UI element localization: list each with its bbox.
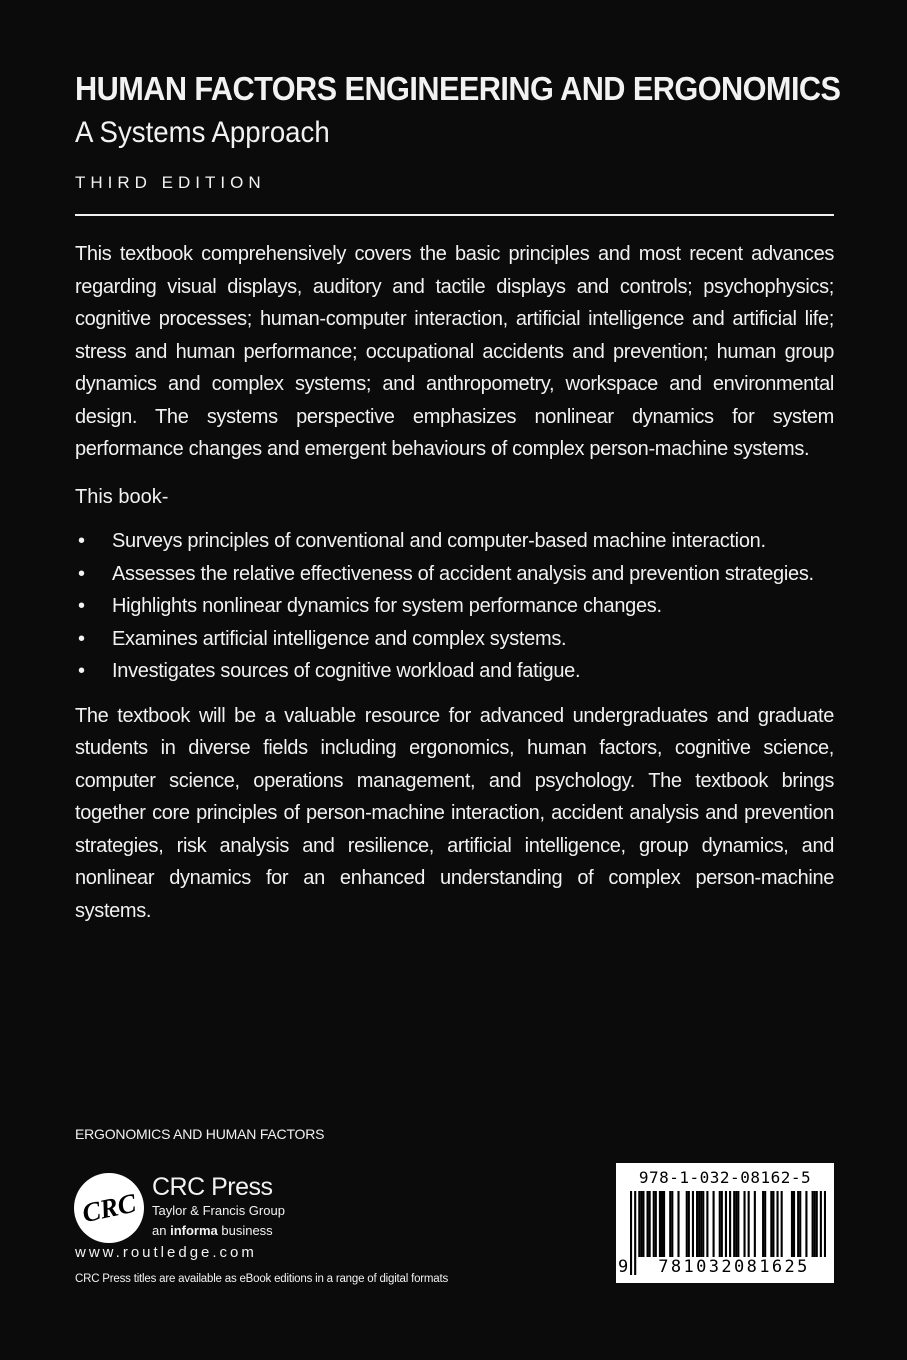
ebook-note: CRC Press titles are available as eBook editions in a range of digital formats [75,1273,449,1285]
barcode-bar [649,1191,651,1257]
list-item [75,623,834,656]
barcode-bar [812,1191,814,1257]
barcode-bar [663,1191,665,1257]
website-link[interactable]: www.routledge.com [75,1244,257,1261]
barcode-bar [659,1191,661,1257]
list-item-text: Investigates sources of cognitive workload and fatigue. [112,660,581,682]
publisher-group: Taylor & Francis Group [152,1203,285,1218]
barcode-bar [799,1191,801,1257]
barcode-bar [805,1191,807,1257]
barcode-bar [677,1191,679,1257]
barcode-bar [638,1191,640,1257]
barcode-bar [791,1191,793,1257]
bullet-icon: • [78,595,85,617]
barcode-bar [653,1191,655,1257]
bullet-icon: • [78,530,85,552]
barcode-bar [692,1191,694,1257]
book-title: HUMAN FACTORS ENGINEERING AND ERGONOMICS [75,70,841,107]
barcode-bar [647,1191,649,1257]
description-paragraph-1: This textbook comprehensively covers the basic principles and most recent advances regarding visual displays, auditory and tactile displays and controls; psychophysics; cognitive processes; human-computer interaction, artificial intelligence and artificial life; stress and human performance; occupational accidents and prevention; human group dynamics and complex systems; and anthropometry, workspace and environmental design. The systems perspective emphasizes nonlinear dynamics for system performance changes and emergent behaviours of complex person-machine systems. [75,243,834,460]
edition-label: THIRD EDITION [75,173,266,192]
barcode-bar [642,1191,644,1257]
barcode-bar [719,1191,721,1257]
book-subtitle: A Systems Approach [75,116,330,149]
barcode-bar [814,1191,816,1257]
logo-text: CRC [79,1187,139,1229]
barcode-bar [735,1191,737,1257]
barcode-bar [770,1191,772,1257]
list-item-text: Surveys principles of conventional and computer-based machine interaction. [112,530,766,552]
bullet-icon: • [78,627,85,650]
barcode-digits [616,1257,834,1279]
barcode-bar [696,1191,698,1257]
feature-list [75,525,834,688]
isbn-text: 978-1-032-08162-5 [638,1168,812,1187]
barcode-bar [764,1191,766,1257]
barcode-bar [640,1191,642,1257]
barcode-bar [698,1191,700,1257]
list-item-text: Highlights nonlinear dynamics for system performance changes. [112,595,662,617]
list-item [75,655,834,688]
informa-prefix: an [152,1223,171,1238]
list-item [75,590,834,623]
isbn-barcode [616,1163,834,1283]
barcode-bar [713,1191,715,1257]
barcode-bar [737,1191,739,1257]
title-divider [75,214,834,216]
list-item [75,558,834,591]
barcode-bar [748,1191,750,1257]
barcode-bar [743,1191,745,1257]
barcode-bar [762,1191,764,1257]
bullet-intro: This book- [75,485,169,508]
publisher-name: CRC Press [152,1173,273,1201]
barcode-bar [655,1191,657,1257]
list-item [75,525,834,558]
barcode-bar [669,1191,671,1257]
crc-logo-icon [73,1172,145,1244]
barcode-digits-rest: 781032081625 [640,1257,828,1277]
list-item-text: Examines artificial intelligence and complex systems. [112,627,567,650]
list-item-text: Assesses the relative effectiveness of accident analysis and prevention strategies. [112,562,814,585]
barcode-bar [688,1191,690,1257]
bullet-icon: • [78,660,85,682]
informa-brand: informa [170,1223,218,1238]
barcode-bar [772,1191,774,1257]
barcode-bar [671,1191,673,1257]
barcode-bar [706,1191,708,1257]
description-block [75,238,834,927]
barcode-bar [816,1191,818,1257]
informa-tagline [152,1223,273,1238]
barcode-bar [700,1191,702,1257]
informa-suffix: business [217,1223,273,1238]
barcode-bar [781,1191,783,1257]
barcode-bar [702,1191,704,1257]
barcode-bar [776,1191,778,1257]
series-label: ERGONOMICS AND HUMAN FACTORS [75,1126,325,1142]
description-paragraph-2: The textbook will be a valuable resource for advanced undergraduates and graduate students in diverse fields including ergonomics, human factors, cognitive science, computer science, operations management, and psychology. The textbook brings together core principles of person-machine interaction, accident analysis and prevention strategies, risk analysis and resilience, artificial intelligence, group dynamics, and nonlinear dynamics for an enhanced understanding of complex person-machine systems. [75,704,834,922]
barcode-bar [754,1191,756,1257]
barcode-bar [733,1191,735,1257]
barcode-digit-first: 9 [618,1257,629,1277]
barcode-bar [721,1191,723,1257]
barcode-bar [686,1191,688,1257]
barcode-bar [793,1191,795,1257]
barcode-bar [797,1191,799,1257]
bullet-icon: • [78,562,85,585]
barcode-bar [661,1191,663,1257]
